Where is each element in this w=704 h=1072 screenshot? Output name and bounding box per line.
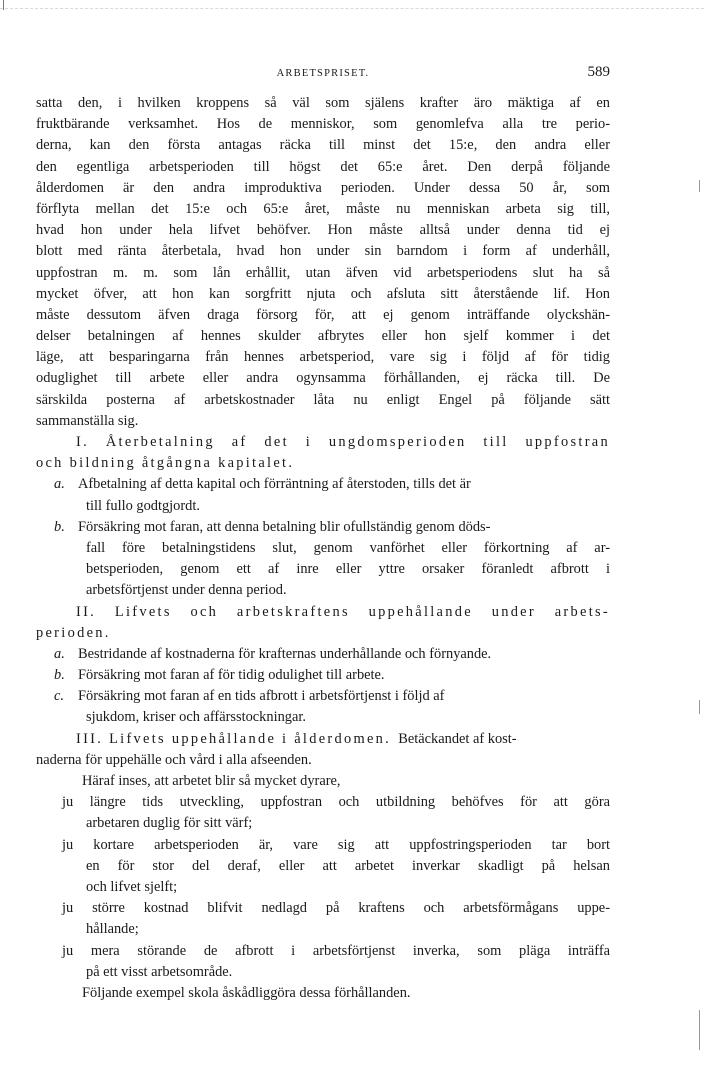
list-marker: a.: [54, 476, 65, 493]
list-item-b: [36, 517, 610, 538]
section-heading-I: I. Återbetalning af det i ungdomsperioden till uppfostran: [76, 434, 610, 450]
text-line: naderna för uppehälle och vård i alla afseenden.: [36, 751, 312, 768]
list-item-a: [36, 644, 610, 665]
section-heading-II-cont: perioden.: [36, 624, 111, 641]
scan-edge-mark: [3, 0, 4, 10]
list-item-text: Försäkring mot faran af en tids afbrott i arbetsförtjenst i följd af: [78, 688, 445, 705]
text-line: läge, att besparingarna från hennes arbetsperiod, vare sig i följd af för tidig: [36, 349, 610, 366]
list-item-text: Försäkring mot faran af för tidig odulighet till arbete.: [78, 667, 385, 684]
text-line: oduglighet till arbete eller andra ogynsamma förhållanden, ej räcka till. De: [36, 370, 610, 387]
ju-item-cont: på ett visst arbetsområde.: [86, 963, 233, 980]
page-header: [36, 64, 610, 84]
text-line: fruktbärande verksamhet. Hos de menniskor, som genomlefva alla tre perio-: [36, 116, 610, 133]
page-body: [36, 93, 610, 1004]
text-line: hvad hon under hela lifvet behöfver. Hon måste alltså under denna tid ej: [36, 222, 610, 239]
list-marker: b.: [54, 518, 65, 535]
text-line: ålderdomen är den andra improduktiva perioden. Under dessa 50 år, som: [36, 179, 610, 196]
list-item-cont: sjukdom, kriser och affärsstockningar.: [86, 709, 306, 726]
ju-item: ju kortare arbetsperioden är, vare sig att uppfostringsperioden tar bort: [62, 836, 610, 853]
section-heading-I-cont: och bildning åtgångna kapitalet.: [36, 455, 295, 472]
scan-edge-line: [0, 8, 704, 10]
list-item-cont: fall före betalningstidens slut, genom vanförhet eller förkortning af ar-: [86, 539, 610, 556]
text-line: uppfostran m. m. som lån erhållit, utan äfven vid arbetsperiodens slut ha så: [36, 264, 610, 281]
text-line: satta den, i hvilken kroppens så väl som själens krafter äro mäktiga af en: [36, 95, 610, 111]
margin-mark: [699, 700, 700, 714]
list-item-a: [36, 474, 610, 495]
text-line: derna, kan den första antagas räcka till minst det 15:e, den andra eller: [36, 137, 610, 154]
section-heading-II: II. Lifvets och arbetskraftens uppehållande under arbets-: [76, 603, 610, 620]
ju-item: ju längre tids utveckling, uppfostran och utbildning behöfves för att göra: [62, 794, 610, 811]
ju-item: ju mera störande de afbrott i arbetsförtjenst inverka, som pläga inträffa: [62, 942, 610, 959]
list-item-cont: arbetsförtjenst under denna period.: [86, 582, 287, 599]
list-item-c: [36, 686, 610, 707]
margin-mark: [699, 1010, 700, 1050]
ju-item-cont: hållande;: [86, 921, 139, 938]
list-item-cont: till fullo godtgjordt.: [86, 497, 200, 514]
page-number: 589: [587, 64, 610, 80]
text-line: mycket öfver, att hon kan sorgfritt njuta och afsluta sitt återstående lif. Hon: [36, 285, 610, 302]
text-line: måste dessutom äfven draga försorg för, att ej genom inträffande olyckshän-: [36, 306, 610, 323]
list-item-cont: betsperioden, genom ett af inre eller yttre orsaker föranledt afbrott i: [86, 561, 610, 578]
running-head: ARBETSPRISET.: [276, 68, 370, 79]
list-marker: b.: [54, 667, 65, 684]
text-line: förflyta mellan det 15:e och 65:e året, måste nu menniskan arbeta sig till,: [36, 200, 610, 217]
list-item-text: Bestridande af kostnaderna för krafternas underhållande och förnyande.: [78, 645, 492, 662]
text-line: den egentliga arbetsperioden till högst det 65:e året. Den derpå följande: [36, 158, 610, 175]
list-marker: a.: [54, 645, 65, 662]
section-heading-III-title: III. Lifvets uppehållande i ålderdomen.: [76, 730, 392, 747]
section-heading-III: [76, 729, 610, 750]
section-heading-III-text: Betäckandet af kost-: [398, 730, 517, 747]
ju-item-cont: en för stor del deraf, eller att arbetet inverkar skadligt på helsan: [86, 857, 610, 874]
list-item-text: Afbetalning af detta kapital och förräntning af återstoden, tills det är: [78, 476, 471, 493]
text-line: blott med ränta återbetala, hvad hon under sin barndom i form af underhåll,: [36, 243, 610, 260]
ju-item-cont: arbetaren duglig för sitt värf;: [86, 815, 253, 832]
text-line: Häraf inses, att arbetet blir så mycket dyrare,: [82, 773, 341, 789]
margin-mark: [699, 180, 700, 192]
text-line: Följande exempel skola åskådliggöra dessa förhållanden.: [82, 984, 411, 1001]
text-line: särskilda posterna af arbetskostnader låta nu enligt Engel på följande sätt: [36, 391, 610, 408]
list-marker: c.: [54, 688, 64, 705]
ju-item: ju större kostnad blifvit nedlagd på kraftens och arbetsförmågans uppe-: [62, 900, 610, 917]
list-item-text: Försäkring mot faran, att denna betalning blir ofullständig genom döds-: [78, 518, 491, 535]
text-line: delser betalningen af hennes skulder afbrytes eller hon sjelf kommer i det: [36, 328, 610, 345]
text-line: sammanställa sig.: [36, 412, 139, 429]
list-item-b: [36, 665, 610, 686]
ju-item-cont: och lifvet sjelft;: [86, 878, 178, 895]
